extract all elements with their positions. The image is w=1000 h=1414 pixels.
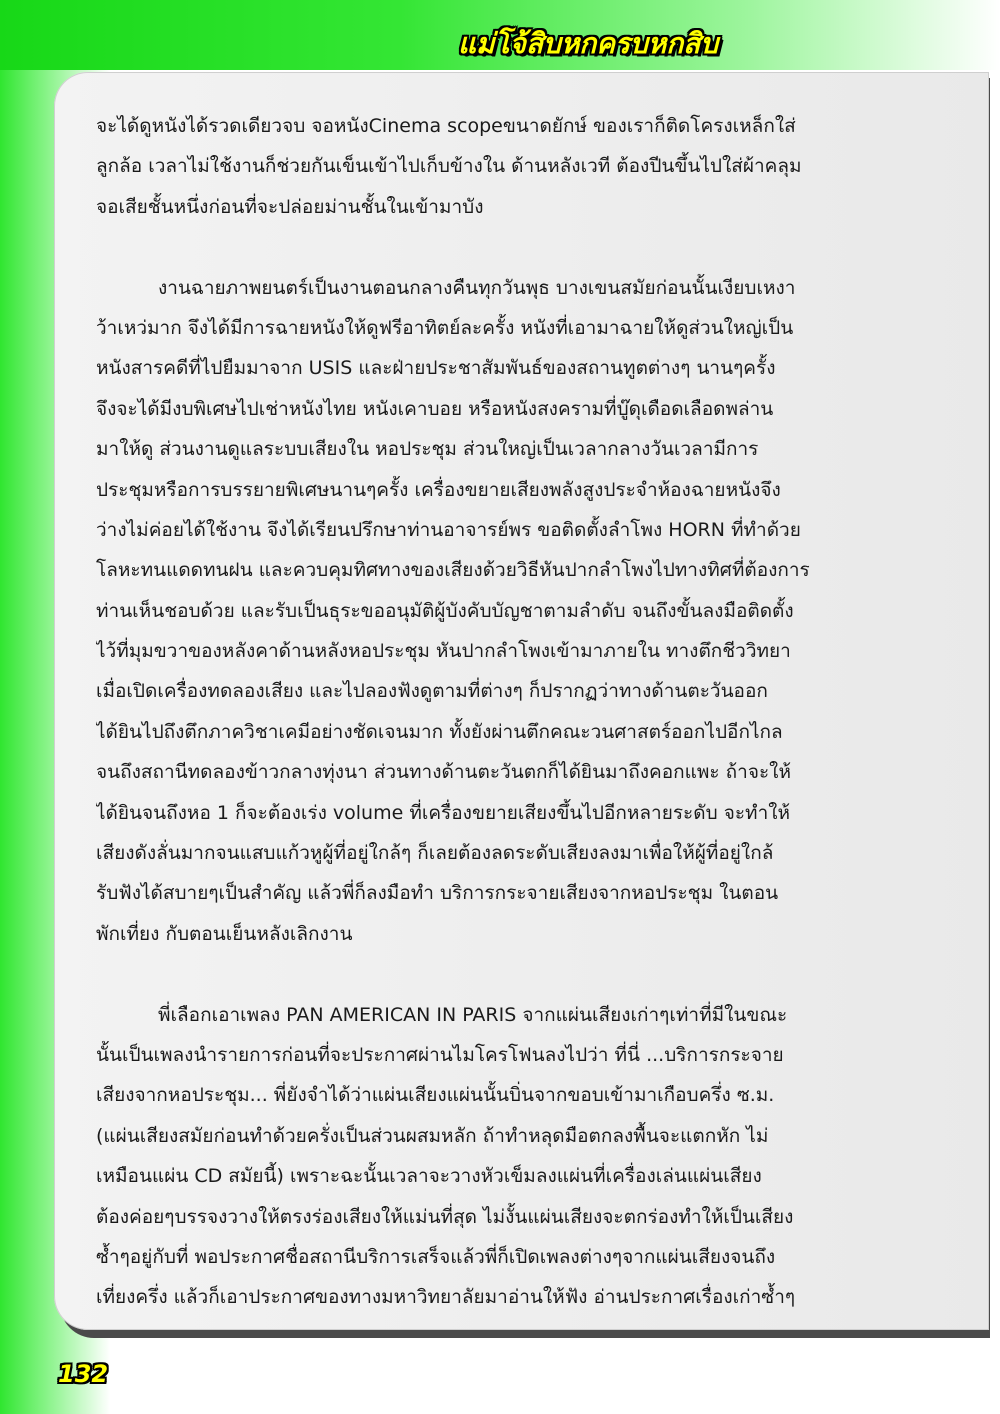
text-line: ได้ยินไปถึงตึกภาควิชาเคมีอย่างชัดเจนมาก ทั้งยังผ่านตึกคณะวนศาสตร์ออกไปอีกไกล — [96, 720, 783, 743]
text-line: จึงจะได้มีงบพิเศษไปเช่าหนังไทย หนังเคาบอย หรือหนังสงครามที่บู๊ดุเดือดเลือดพล่าน — [96, 397, 774, 420]
text-line: นั้นเป็นเพลงนำรายการก่อนที่จะประกาศผ่านไมโครโฟนลงไปว่า ที่นี่ ...บริการกระจาย — [96, 1043, 784, 1066]
text-line: เมื่อเปิดเครื่องทดลองเสียง และไปลองฟังดูตามที่ต่างๆ ก็ปรากฏว่าทางด้านตะวันออก — [96, 680, 768, 703]
text-line: งานฉายภาพยนตร์เป็นงานตอนกลางคืนทุกวันพุธ บางเขนสมัยก่อนนั้นเงียบเหงา — [158, 276, 796, 299]
text-line: พี่เลือกเอาเพลง PAN AMERICAN IN PARIS จากแผ่นเสียงเก่าๆเท่าที่มีในขณะ — [158, 1003, 788, 1026]
text-line: ว่างไม่ค่อยได้ใช้งาน จึงได้เรียนปรึกษาท่านอาจารย์พร ขอติดตั้งลำโพง HORN ที่ทำด้วย — [96, 518, 801, 541]
text-line: จะได้ดูหนังได้รวดเดียวจบ จอหนังCinema scopeขนาดยักษ์ ของเราก็ติดโครงเหล็กใส่ — [96, 115, 796, 137]
text-line: โลหะทนแดดทนฝน และควบคุมทิศทางของเสียงด้วยวิธีหันปากลำโพงไปทางทิศที่ต้องการ — [96, 559, 810, 582]
text-line: ไว้ที่มุมขวาของหลังคาด้านหลังหอประชุม หันปากลำโพงเข้ามาภายใน ทางตึกชีววิทยา — [96, 640, 791, 663]
text-line: จนถึงสถานีทดลองข้าวกลางทุ่งนา ส่วนทางด้านตะวันตกก็ได้ยินมาถึงคอกแพะ ถ้าจะให้ — [96, 761, 791, 784]
paragraph — [96, 268, 868, 955]
text-line: เที่ยงครึ่ง แล้วก็เอาประกาศของทางมหาวิทยาลัยมาอ่านให้ฟัง อ่านประกาศเรื่องเก่าซ้ำๆ — [96, 1286, 796, 1309]
text-line: จอเสียชั้นหนึ่งก่อนที่จะปล่อยม่านชั้นในเข้ามาบัง — [96, 195, 484, 218]
text-line: หนังสารคดีที่ไปยืมมาจาก USIS และฝ่ายประชาสัมพันธ์ของสถานทูตต่างๆ นานๆครั้ง — [96, 357, 776, 380]
text-line: ต้องค่อยๆบรรจงวางให้ตรงร่องเสียงให้แม่นที่สุด ไม่งั้นแผ่นเสียงจะตกร่องทำให้เป็นเสียง — [96, 1205, 794, 1228]
body-text — [96, 106, 868, 1318]
text-line: มาให้ดู ส่วนงานดูแลระบบเสียงใน หอประชุม ส่วนใหญ่เป็นเวลากลางวันเวลามีการ — [96, 438, 759, 461]
paragraph-gap — [96, 954, 868, 994]
text-line: เสียงจากหอประชุม... พี่ยังจำได้ว่าแผ่นเสียงแผ่นนั้นบิ่นจากขอบเข้ามาเกือบครึ่ง ซ.ม. — [96, 1084, 775, 1107]
text-line: เสียงดังลั่นมากจนแสบแก้วหูผู้ที่อยู่ใกล้ๆ ก็เลยต้องลดระดับเสียงลงมาเพื่อให้ผู้ที่อยู่ใกล้ — [96, 842, 774, 865]
paragraph — [96, 106, 868, 227]
text-line: ซ้ำๆอยู่กับที่ พอประกาศชื่อสถานีบริการเสร็จแล้วพี่ก็เปิดเพลงต่างๆจากแผ่นเสียงจนถึง — [96, 1245, 776, 1268]
page-header-title: แม่โจ้สิบหกครบหกสิบ — [458, 27, 719, 60]
paragraph — [96, 995, 868, 1318]
text-line: ว้าเหว่มาก จึงได้มีการฉายหนังให้ดูฟรีอาทิตย์ละครั้ง หนังที่เอามาฉายให้ดูส่วนใหญ่เป็น — [96, 316, 794, 339]
text-line: พักเที่ยง กับตอนเย็นหลังเลิกงาน — [96, 922, 353, 945]
text-line: ลูกล้อ เวลาไม่ใช้งานก็ช่วยกันเข็นเข้าไปเก็บข้างใน ด้านหลังเวที ต้องปีนขึ้นไปใส่ผ้าคลุม — [96, 155, 802, 178]
text-line: ได้ยินจนถึงหอ 1 ก็จะต้องเร่ง volume ที่เครื่องขยายเสียงขึ้นไปอีกหลายระดับ จะทำให้ — [96, 801, 791, 824]
text-line: เหมือนแผ่น CD สมัยนี้) เพราะฉะนั้นเวลาจะวางหัวเข็มลงแผ่นที่เครื่องเล่นแผ่นเสียง — [96, 1165, 762, 1188]
text-line: ประชุมหรือการบรรยายพิเศษนานๆครั้ง เครื่องขยายเสียงพลังสูงประจำห้องฉายหนังจึง — [96, 478, 781, 501]
page-number: 132 — [58, 1360, 109, 1388]
text-line: ท่านเห็นชอบด้วย และรับเป็นธุระขออนุมัติผู้บังคับบัญชาตามลำดับ จนถึงขั้นลงมือติดตั้ง — [96, 599, 794, 622]
paragraph-gap — [96, 227, 868, 267]
text-line: (แผ่นเสียงสมัยก่อนทำด้วยครั่งเป็นส่วนผสมหลัก ถ้าทำหลุดมือตกลงพื้นจะแตกหัก ไม่ — [96, 1124, 769, 1147]
text-line: รับฟังได้สบายๆเป็นสำคัญ แล้วพี่ก็ลงมือทำ บริการกระจายเสียงจากหอประชุม ในตอน — [96, 882, 779, 905]
